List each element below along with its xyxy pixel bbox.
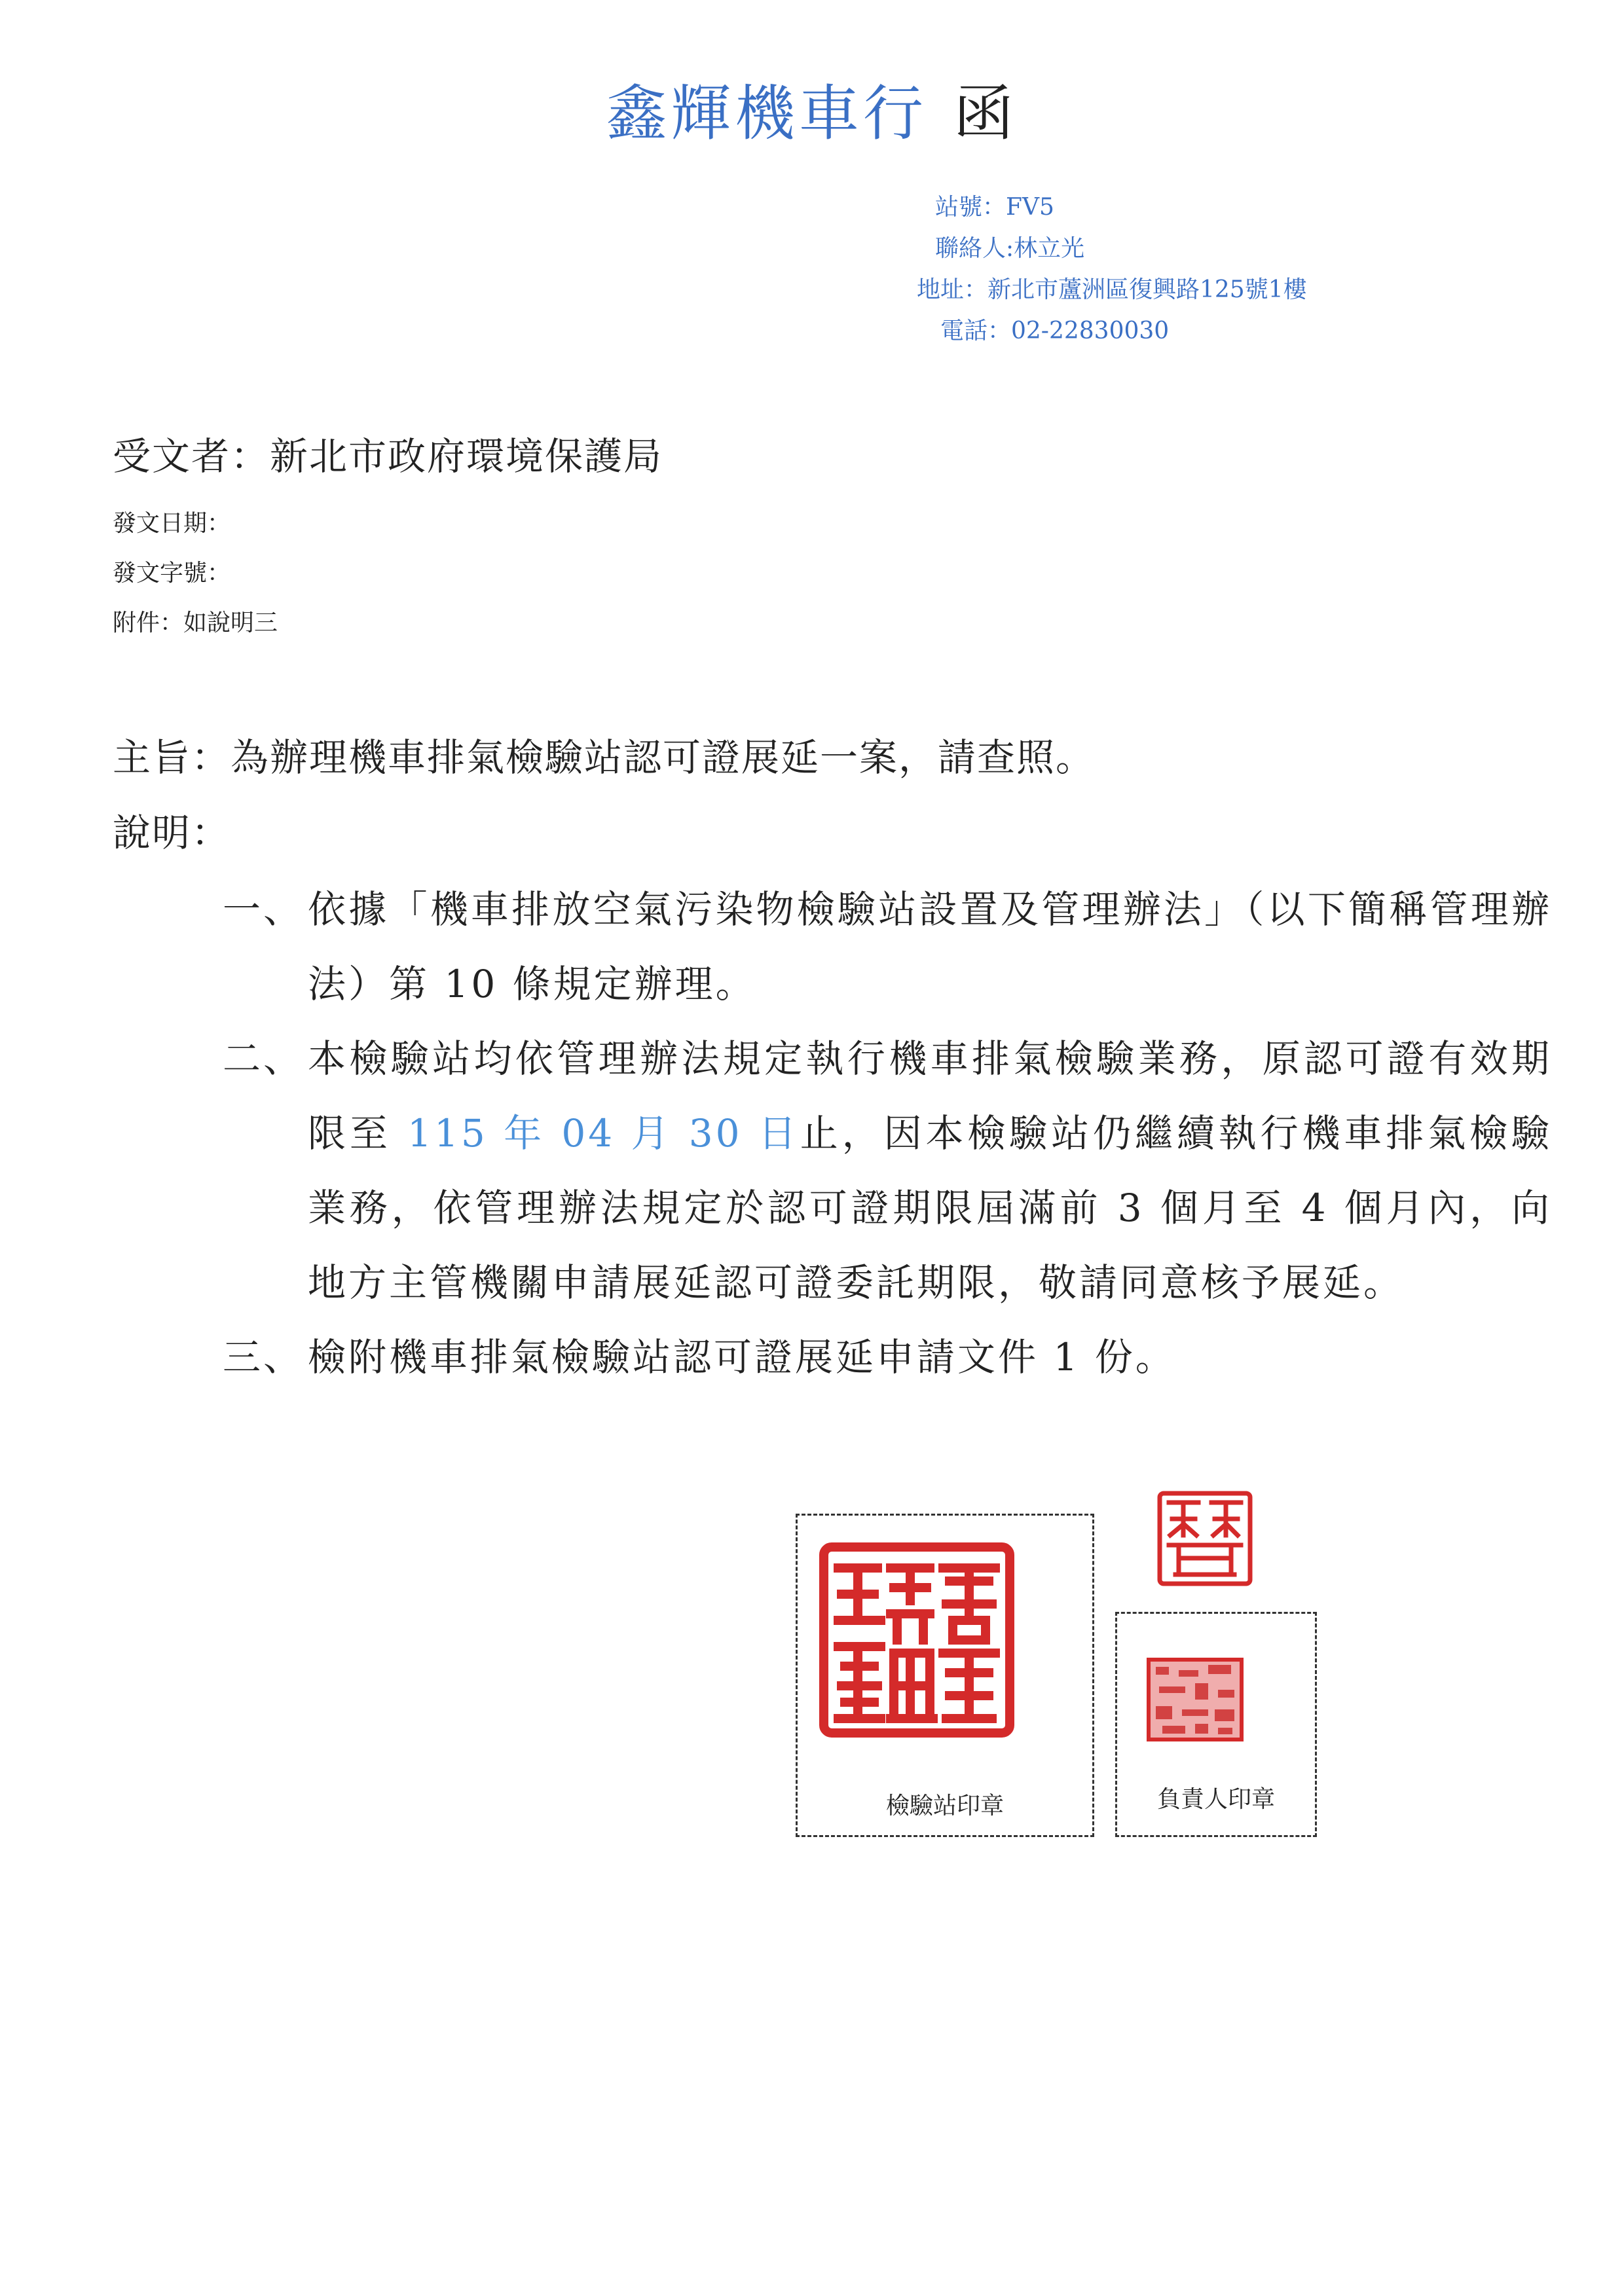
issue-number-label: 發文字號： <box>113 560 231 587</box>
sender-info-block <box>917 187 1307 352</box>
description-items <box>223 872 1552 1394</box>
responsible-seal-box <box>1115 1612 1317 1837</box>
expiry-date: 115 年 04 月 30 日 <box>407 1111 800 1156</box>
issue-date-label: 發文日期： <box>113 510 231 537</box>
contact-person: 聯絡人:林立光 <box>935 235 1085 262</box>
org-name: 鑫輝機車行 <box>606 79 927 149</box>
recipient: 受文者：新北市政府環境保護局 <box>113 434 663 479</box>
station-number: 站號：FV5 <box>935 194 1054 221</box>
small-name-seal <box>1156 1489 1254 1588</box>
responsible-seal-label: 負責人印章 <box>1156 1786 1275 1813</box>
description-item-1 <box>223 872 1552 1021</box>
item-text-before: 本檢驗站均依管理辦法規定執行機車排氣檢驗業務，原認可證有效期限至 <box>308 1036 1552 1156</box>
description-item-2 <box>223 1021 1552 1320</box>
meta-block <box>113 499 278 648</box>
description-item-3 <box>223 1320 1552 1394</box>
station-seal-box <box>796 1514 1094 1837</box>
doc-type: 函 <box>953 79 1018 149</box>
subject-line: 主旨：為辦理機車排氣檢驗站認可證展延一案，請查照。 <box>113 735 1096 780</box>
letter-title <box>0 65 1624 152</box>
item-number: 二、 <box>223 1036 304 1081</box>
item-number: 一、 <box>223 887 304 932</box>
sender-address: 地址：新北市蘆洲區復興路125號1樓 <box>917 276 1307 303</box>
item-text-after: 止，因本檢驗站仍繼續執行機車排氣檢驗業務，依管理辦法規定於認可證期限屆滿前 3 個月至 4 個月內，向地方主管機關申請展延認可證委託期限，敬請同意核予展延。 <box>308 1111 1552 1305</box>
item-number: 三、 <box>223 1335 304 1379</box>
attachment-note: 附件：如說明三 <box>113 610 278 636</box>
sender-phone: 電話：02-22830030 <box>940 318 1170 344</box>
item-text <box>308 1021 1552 1320</box>
station-seal-image <box>819 1542 1015 1738</box>
responsible-seal-image <box>1146 1657 1244 1742</box>
item-text: 檢附機車排氣檢驗站認可證展延申請文件 1 份。 <box>308 1335 1176 1379</box>
station-seal-label: 檢驗站印章 <box>885 1793 1004 1819</box>
description-label: 說明： <box>113 811 231 855</box>
item-text: 依據「機車排放空氣污染物檢驗站設置及管理辦法」（以下簡稱管理辦法）第 10 條規定辦理。 <box>308 887 1552 1006</box>
